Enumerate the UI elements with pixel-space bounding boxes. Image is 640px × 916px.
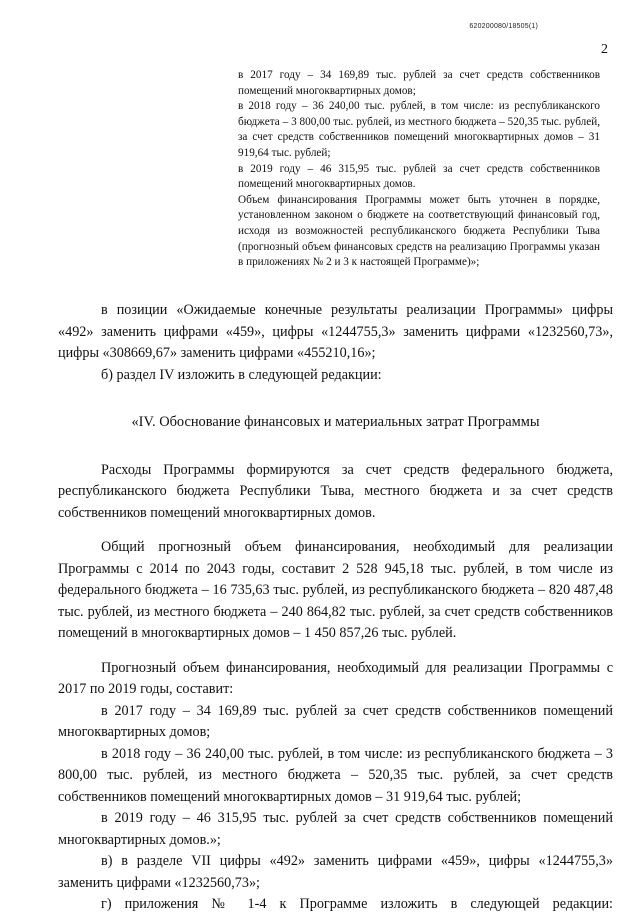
box-line-2019: в 2019 году – 46 315,95 тыс. рублей за счет средств собственников помещений многоквартирных домов. — [238, 162, 600, 191]
paragraph-2017: в 2017 году – 34 169,89 тыс. рублей за счет средств собственников помещений многоквартирных домов; — [58, 702, 613, 740]
document-body — [58, 300, 613, 916]
paragraph-section-vii: в) в разделе VII цифры «492» заменить цифрами «459», цифры «1244755,3» заменить цифрами «1232560,73»; — [58, 853, 613, 891]
paragraph-expected-results: в позиции «Ожидаемые конечные результаты реализации Программы» цифры «492» заменить цифрами «459», цифры «1244755,3» заменить цифрами «1232560,73», цифры «308669,67» заменить цифрами «455210,16»; — [58, 302, 613, 361]
paragraph-forecast-intro: Прогнозный объем финансирования, необходимый для реализации Программы с 2017 по 2019 годы, составит: — [58, 659, 613, 697]
box-line-note: Объем финансирования Программы может быть уточнен в порядке, установленном законом о бюджете на соответствующий финансовый год, исходя из возможностей республиканского бюджета Республики Тыва (прогнозный объем финансовых средств на реализацию Программы указан в приложениях № 2 и 3 к настоящей Программе)»; — [238, 193, 600, 269]
box-line-2018: в 2018 году – 36 240,00 тыс. рублей, в том числе: из республиканского бюджета – 3 800,00 тыс. рублей, из местного бюджета – 520,35 тыс. рублей, за счет средств собственников помещений многоквартирных домов – 31 919,64 тыс. рублей; — [238, 100, 600, 159]
paragraph-expenses: Расходы Программы формируются за счет средств федерального бюджета, республиканского бюджета Республики Тыва, местного бюджета и за счет средств собственников помещений многоквартирных домов. — [58, 461, 613, 521]
paragraph-2019: в 2019 году – 46 315,95 тыс. рублей за счет средств собственников помещений многоквартирных домов.»; — [58, 810, 613, 848]
document-code: 620200080/18505(1) — [469, 23, 538, 30]
funding-box-text — [238, 68, 600, 271]
paragraph-total-funding: Общий прогнозный объем финансирования, необходимый для реализации Программы с 2014 по 2043 годы, составит 2 528 945,18 тыс. рублей, в том числе из федерального бюджета – 16 735,63 тыс. рублей, из республиканского бюджета – 820 487,48 тыс. рублей, из местного бюджета – 240 864,82 тыс. рублей, за счет средств собственников помещений в многоквартирных домов – 1 450 857,26 тыс. рублей. — [58, 539, 613, 641]
page-number: 2 — [601, 42, 608, 57]
box-line-2017: в 2017 году – 34 169,89 тыс. рублей за счет средств собственников помещений многоквартирных домов; — [238, 69, 600, 97]
paragraph-section-iv-intro: б) раздел IV изложить в следующей редакции: — [101, 366, 382, 383]
section-heading: «IV. Обоснование финансовых и материальных затрат Программы — [131, 414, 540, 430]
paragraph-2018: в 2018 году – 36 240,00 тыс. рублей, в том числе: из республиканского бюджета – 3 800,00 тыс. рублей, из местного бюджета – 520,35 тыс. рублей, за счет средств собственников помещений многоквартирных домов – 31 919,64 тыс. рублей; — [58, 745, 613, 805]
paragraph-appendices: г) приложения № 1-4 к Программе изложить в следующей редакции: — [101, 896, 613, 912]
